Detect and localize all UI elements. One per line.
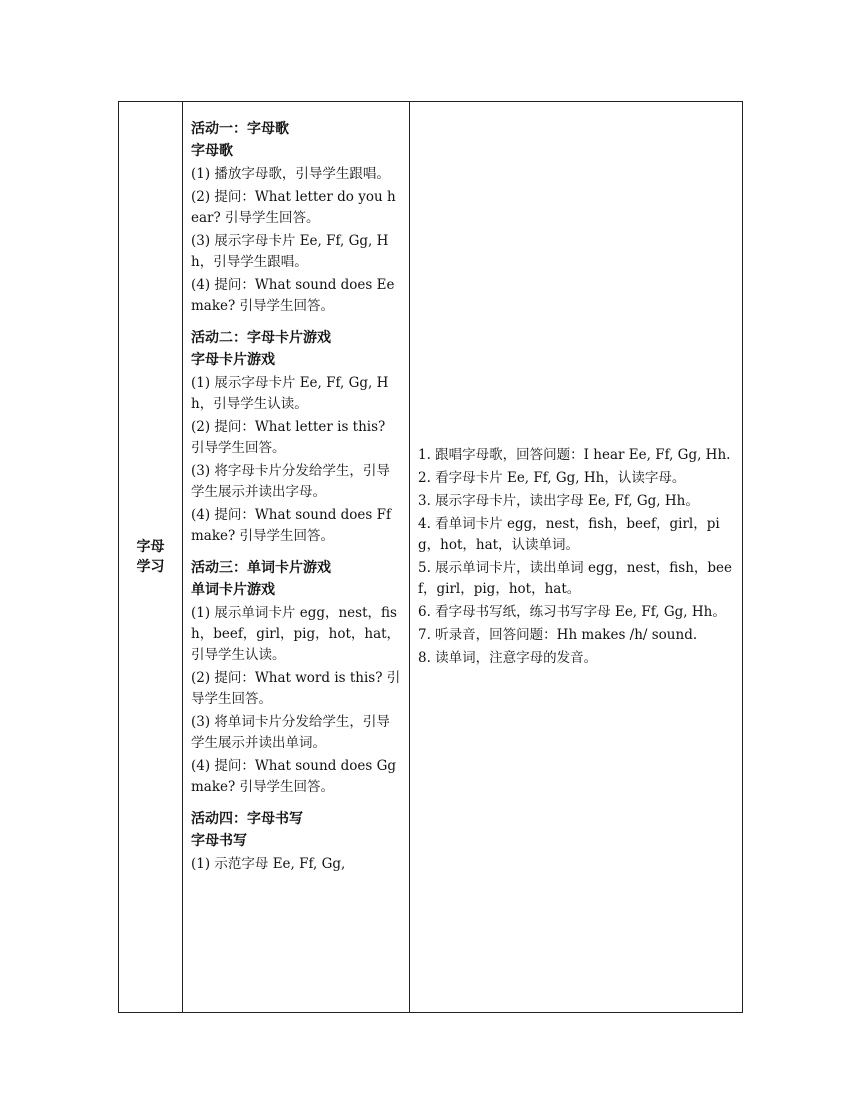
activity-step: (2) 提问：What letter do you hear? 引导学生回答。 <box>191 189 396 226</box>
activity-step: (3) 将字母卡片分发给学生，引导学生展示并读出字母。 <box>191 463 390 500</box>
response-item: 6. 看字母书写纸，练习书写字母 Ee, Ff, Gg, Hh。 <box>418 604 726 620</box>
activity-3 <box>191 557 401 798</box>
response-item: 5. 展示单词卡片，读出单词 egg，nest，fish，beef，girl，pig，hot，hat。 <box>418 560 733 597</box>
activity-subtitle: 字母歌 <box>191 143 233 159</box>
response-item: 3. 展示字母卡片，读出字母 Ee, Ff, Gg, Hh。 <box>418 493 699 509</box>
stage-cell <box>119 102 183 1013</box>
activity-step: (4) 提问：What sound does Gg make? 引导学生回答。 <box>191 758 397 795</box>
activity-1 <box>191 118 401 317</box>
activity-subtitle: 字母卡片游戏 <box>191 352 275 368</box>
activity-step: (1) 播放字母歌，引导学生跟唱。 <box>191 166 390 182</box>
activity-step: (2) 提问：What word is this? 引导学生回答。 <box>191 670 401 707</box>
activity-step: (4) 提问：What sound does Ff make? 引导学生回答。 <box>191 507 391 544</box>
activity-step: (2) 提问：What letter is this? 引导学生回答。 <box>191 419 386 456</box>
lesson-plan-table <box>118 101 743 1013</box>
activity-list <box>183 102 409 1012</box>
activity-title: 活动一：字母歌 <box>191 121 289 137</box>
response-list <box>410 445 742 669</box>
activity-step: (4) 提问：What sound does Ee make? 引导学生回答。 <box>191 277 395 314</box>
student-responses-cell <box>410 102 743 1013</box>
activity-title: 活动二：字母卡片游戏 <box>191 330 331 346</box>
table-row <box>119 102 743 1013</box>
response-item: 1. 跟唱字母歌，回答问题：I hear Ee, Ff, Gg, Hh. <box>418 447 731 463</box>
activity-step: (1) 示范字母 Ee, Ff, Gg, <box>191 856 346 872</box>
stage-label: 字母学习 <box>136 539 165 575</box>
activity-step: (3) 将单词卡片分发给学生，引导学生展示并读出单词。 <box>191 714 390 751</box>
teacher-activities-cell <box>183 102 410 1013</box>
activity-subtitle: 字母书写 <box>191 833 247 849</box>
activity-title: 活动三：单词卡片游戏 <box>191 560 331 576</box>
response-item: 7. 听录音，回答问题：Hh makes /h/ sound. <box>418 627 698 643</box>
activity-step: (3) 展示字母卡片 Ee, Ff, Gg, Hh，引导学生跟唱。 <box>191 233 389 270</box>
activity-title: 活动四：字母书写 <box>191 811 303 827</box>
response-item: 8. 读单词，注意字母的发音。 <box>418 650 598 666</box>
response-item: 2. 看字母卡片 Ee, Ff, Gg, Hh，认读字母。 <box>418 470 686 486</box>
activity-step: (1) 展示字母卡片 Ee, Ff, Gg, Hh，引导学生认读。 <box>191 375 389 412</box>
activity-step: (1) 展示单词卡片 egg，nest，fish，beef，girl，pig，hot，hat，引导学生认读。 <box>191 605 401 663</box>
activity-4 <box>191 808 401 875</box>
response-item: 4. 看单词卡片 egg，nest，fish，beef，girl，pig，hot，hat，认读单词。 <box>418 516 720 553</box>
activity-2 <box>191 327 401 547</box>
activity-subtitle: 单词卡片游戏 <box>191 582 275 598</box>
